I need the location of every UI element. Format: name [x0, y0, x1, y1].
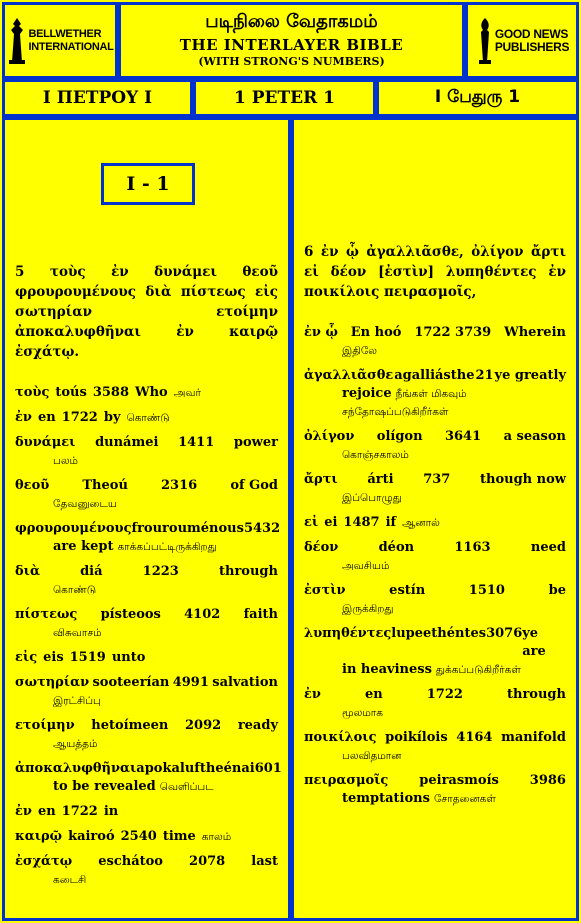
- transliteration: árti: [367, 472, 394, 487]
- english-gloss-continued: [15, 778, 278, 796]
- strongs-number: 1722: [426, 687, 463, 702]
- tamil-gloss: கொண்டு: [126, 412, 170, 424]
- transliteration: apokaluftheénai: [136, 761, 255, 776]
- transliteration: sooteerían: [92, 675, 170, 690]
- english-gloss: ye greatly: [494, 368, 566, 383]
- english-gloss: salvation: [212, 675, 278, 690]
- word-entry: [15, 717, 278, 753]
- strongs-number: 2092: [184, 718, 222, 733]
- greek-word: εἰς: [15, 650, 38, 665]
- tamil-gloss: கொஞ்சகாலம்: [342, 449, 409, 461]
- english-gloss: ye are: [522, 626, 546, 659]
- word-entry: [15, 760, 282, 796]
- word-entry: [15, 674, 278, 710]
- english-gloss-text: temptations: [342, 791, 430, 806]
- word-entry: [15, 606, 278, 642]
- transliteration: lupeethéntes: [391, 626, 487, 641]
- english-gloss-continued: [304, 661, 566, 679]
- transliteration: déon: [378, 540, 415, 555]
- word-entry: [304, 428, 566, 464]
- logo-line: PUBLISHERS: [494, 39, 570, 54]
- greek-word: θεοῦ: [15, 478, 50, 493]
- strongs-number: 1411: [178, 435, 215, 450]
- entry-line: [15, 717, 278, 735]
- greek-word: ὀλίγον: [304, 429, 355, 444]
- title-block: [118, 2, 465, 79]
- tamil-gloss: அவர்: [173, 387, 201, 399]
- transliteration: en: [37, 804, 56, 819]
- word-entry: [15, 520, 281, 556]
- left-column: [2, 117, 291, 921]
- entry-line: [15, 606, 278, 624]
- strongs-number: 5432: [243, 521, 281, 536]
- entry-line: [15, 477, 278, 495]
- logo-line: BELLWETHER: [28, 27, 102, 40]
- word-entry: [15, 384, 278, 402]
- strongs-number: 3641: [444, 429, 482, 444]
- word-entry: [304, 514, 566, 532]
- transliteration: toús: [55, 385, 87, 400]
- english-gloss: Who: [135, 385, 168, 400]
- strongs-number: 1487: [343, 515, 380, 530]
- entry-line: [304, 539, 566, 557]
- book-tamil-label: I பேதுரு 1: [434, 87, 521, 107]
- word-entry: [15, 563, 278, 599]
- tamil-gloss: வெளிப்பட: [159, 781, 214, 793]
- book-greek: [2, 79, 193, 117]
- entry-line: [304, 514, 566, 532]
- entry-line: [15, 434, 278, 452]
- greek-word: ἐν: [15, 410, 32, 425]
- english-gloss: need: [530, 540, 566, 555]
- title-main: THE INTERLAYER BIBLE: [179, 36, 404, 54]
- word-entry: [15, 803, 278, 821]
- word-entry: [15, 434, 278, 470]
- tamil-gloss: காக்கப்பட்டிருக்கிறது: [117, 541, 217, 553]
- greek-word: καιρῷ: [15, 829, 63, 844]
- entry-line: [304, 625, 566, 661]
- greek-word: ἐν: [304, 687, 321, 702]
- entry-line: [304, 729, 566, 747]
- transliteration: en: [37, 410, 56, 425]
- book-greek-label: Ι ΠΕΤΡΟΥ Ι: [42, 88, 153, 108]
- english-gloss-text: in heaviness: [342, 662, 432, 677]
- transliteration: eis: [43, 650, 64, 665]
- transliteration: poikílois: [385, 730, 448, 745]
- tamil-gloss: இருக்கிறது: [342, 603, 394, 615]
- strongs-number: 2078: [189, 854, 226, 869]
- transliteration: eschátoo: [98, 854, 163, 869]
- transliteration: peirasmoís: [419, 773, 499, 788]
- word-entry: [304, 539, 566, 575]
- entry-line: [304, 772, 566, 790]
- english-gloss: time: [162, 829, 196, 844]
- english-gloss: unto: [111, 650, 146, 665]
- strongs-number: 1510: [468, 583, 505, 598]
- transliteration: kairoó: [68, 829, 115, 844]
- english-gloss: of God: [230, 478, 278, 493]
- strongs-number: 4991: [172, 675, 209, 690]
- strongs-number: 737: [423, 472, 451, 487]
- entry-line: [15, 563, 278, 581]
- strongs-number: 21: [475, 368, 494, 383]
- tamil-gloss: அவசியம்: [342, 560, 390, 572]
- word-entry: [304, 367, 566, 421]
- entry-line: [15, 853, 278, 871]
- greek-word: ἐσχάτῳ: [15, 854, 73, 869]
- tamil-gloss: இதிலே: [342, 345, 377, 357]
- tamil-gloss: தேவனுடைய: [53, 498, 117, 510]
- right-column: [291, 117, 579, 921]
- greek-word: πειρασμοῖς: [304, 773, 389, 788]
- entry-line: [304, 428, 566, 446]
- tamil-gloss: காலம்: [201, 831, 232, 843]
- english-gloss-continued: [15, 538, 278, 556]
- tamil-gloss: ஆயத்தம்: [53, 738, 98, 750]
- greek-word: ἐν: [15, 804, 32, 819]
- greek-word: διὰ: [15, 564, 40, 579]
- greek-word: εἰ: [304, 515, 319, 530]
- left-content: [5, 262, 288, 896]
- entry-line: [304, 471, 566, 489]
- bellwether-logo: [2, 2, 118, 79]
- strongs-number: 1722: [61, 410, 98, 425]
- english-gloss-text: rejoice: [342, 386, 392, 401]
- tamil-gloss: சோதனைகள்: [433, 793, 496, 805]
- greek-word: ετοίμην: [15, 718, 75, 733]
- tamil-gloss: பலவிதமான: [342, 750, 402, 762]
- tamil-gloss: கடைசி: [53, 874, 87, 886]
- greek-word: δέον: [304, 540, 339, 555]
- good-news-logo: [465, 2, 579, 79]
- strongs-number: 2316: [161, 478, 198, 493]
- greek-word: λυπηθέντες: [304, 626, 392, 641]
- english-gloss: a season: [503, 429, 566, 444]
- tamil-gloss: ஆனால்: [402, 517, 440, 529]
- english-gloss-continued: [304, 385, 566, 421]
- tamil-gloss: பலம்: [53, 455, 78, 467]
- right-content: [294, 242, 576, 815]
- strongs-number: 3076: [486, 626, 523, 641]
- bellwether-ram-icon: [6, 16, 28, 66]
- word-entry: [304, 582, 566, 618]
- transliteration: agalliásthe: [394, 368, 475, 383]
- transliteration: olígon: [376, 429, 423, 444]
- transliteration: En hoó: [350, 325, 402, 340]
- tamil-gloss: கொண்டு: [53, 584, 97, 596]
- strongs-number: 601: [254, 761, 282, 776]
- book-english-label: 1 PETER 1: [234, 88, 335, 108]
- word-entry: [304, 686, 566, 722]
- strongs-number: 4102: [184, 607, 221, 622]
- english-gloss: power: [233, 435, 278, 450]
- transliteration: en: [364, 687, 383, 702]
- strongs-number: 1722: [61, 804, 98, 819]
- word-entry: [304, 772, 566, 808]
- greek-word: ποικίλοις: [304, 730, 377, 745]
- greek-word: φρουρουμένους: [15, 521, 132, 536]
- transliteration: hetoímeen: [91, 718, 169, 733]
- english-gloss-text: are kept: [53, 539, 114, 554]
- greek-word: ἀποκαλυφθῆναι: [15, 761, 137, 776]
- english-gloss: in: [103, 804, 119, 819]
- transliteration: Theoú: [82, 478, 128, 493]
- greek-word: σωτηρίαν: [15, 675, 90, 690]
- tamil-gloss: மூலமாக: [342, 707, 383, 719]
- strongs-number: 1519: [69, 650, 106, 665]
- tamil-gloss: துக்கப்படுகிறீர்கள்: [435, 664, 521, 676]
- transliteration: estín: [389, 583, 426, 598]
- book-english: [193, 79, 376, 117]
- greek-word: δυνάμει: [15, 435, 76, 450]
- word-entry: [15, 828, 278, 846]
- tamil-gloss: விசுவாசம்: [53, 627, 102, 639]
- word-entry: [304, 729, 566, 765]
- greek-word: πίστεως: [15, 607, 78, 622]
- english-gloss: Wherein: [504, 325, 566, 340]
- english-gloss: through: [507, 687, 566, 702]
- bellwether-logo-text: [28, 28, 113, 54]
- english-gloss: if: [385, 515, 397, 530]
- strongs-number: 3588: [92, 385, 129, 400]
- strongs-number: 3986: [529, 773, 566, 788]
- tamil-gloss: இரட்சிப்பு: [53, 695, 101, 707]
- strongs-number: 1223: [142, 564, 179, 579]
- greek-word: ἄρτι: [304, 472, 338, 487]
- entry-line: [15, 828, 278, 846]
- english-gloss: faith: [243, 607, 278, 622]
- english-gloss: be: [548, 583, 566, 598]
- strongs-number: 2540: [120, 829, 157, 844]
- verse-text: 5 τοὺς ἐν δυνάμει θεοῦ φρουρουμένους διὰ πίστεως εἰς σωτηρίαν ετοίμην ἀποκαλυφθῆναι ἐν καιρῷ ἐσχάτῳ.: [15, 264, 278, 360]
- transliteration: písteoos: [100, 607, 161, 622]
- word-entry: [15, 649, 278, 667]
- english-gloss: though now: [480, 472, 566, 487]
- english-gloss: last: [251, 854, 278, 869]
- title-tamil: படிநிலை வேதாகமம்: [205, 11, 378, 32]
- entry-line: [15, 649, 278, 667]
- entry-line: [15, 803, 278, 821]
- transliteration: diá: [80, 564, 103, 579]
- book-tamil: [376, 79, 579, 117]
- entry-line: [15, 760, 282, 778]
- english-gloss-continued: [304, 790, 566, 808]
- transliteration: ei: [324, 515, 338, 530]
- strongs-number: 4164: [456, 730, 493, 745]
- english-gloss-text: to be revealed: [53, 779, 156, 794]
- transliteration: frourouménous: [131, 521, 244, 536]
- word-entry: [304, 324, 566, 360]
- entry-line: [304, 582, 566, 600]
- entry-line: [304, 324, 566, 342]
- tamil-gloss: இப்பொழுது: [342, 492, 402, 504]
- word-entry: [304, 471, 566, 507]
- english-gloss: through: [218, 564, 278, 579]
- entry-line: [15, 674, 278, 692]
- entry-line: [304, 367, 566, 385]
- strongs-number: 1722 3739: [414, 325, 492, 340]
- word-entry: [15, 853, 278, 889]
- logo-line: INTERNATIONAL: [28, 40, 114, 53]
- strongs-number: 1163: [454, 540, 491, 555]
- english-gloss: by: [103, 410, 121, 425]
- logo-line: GOOD NEWS: [494, 26, 569, 41]
- title-sub: (WITH STRONG'S NUMBERS): [198, 55, 385, 68]
- entry-line: [15, 384, 278, 402]
- english-gloss: manifold: [501, 730, 566, 745]
- english-gloss: ready: [237, 718, 278, 733]
- chapter-label: [101, 163, 195, 205]
- transliteration: dunámei: [95, 435, 159, 450]
- entry-line: [15, 409, 278, 427]
- greek-word: ἐν ᾧ: [304, 325, 338, 340]
- greek-word: ἐστὶν: [304, 583, 346, 598]
- verse-text: 6 ἐν ᾧ ἀγαλλιᾶσθε, ὀλίγον ἄρτι εἰ δέον [ἐστὶν] λυπηθέντες ἐν ποικίλοις πειρασμοῖς,: [304, 244, 566, 300]
- tamil-gloss: நீங்கள் மிகவும் சந்தோஷப்படுகிறீர்கள்: [342, 388, 467, 418]
- greek-word: ἀγαλλιᾶσθε: [304, 368, 394, 383]
- word-entry: [304, 625, 566, 679]
- greek-word: τοὺς: [15, 385, 50, 400]
- torch-icon: [475, 16, 495, 66]
- entry-line: [15, 520, 281, 538]
- entry-line: [304, 686, 566, 704]
- good-news-logo-text: [495, 28, 569, 54]
- word-entry: [15, 477, 278, 513]
- word-entry: [15, 409, 278, 427]
- chapter-label-text: I - 1: [126, 173, 170, 195]
